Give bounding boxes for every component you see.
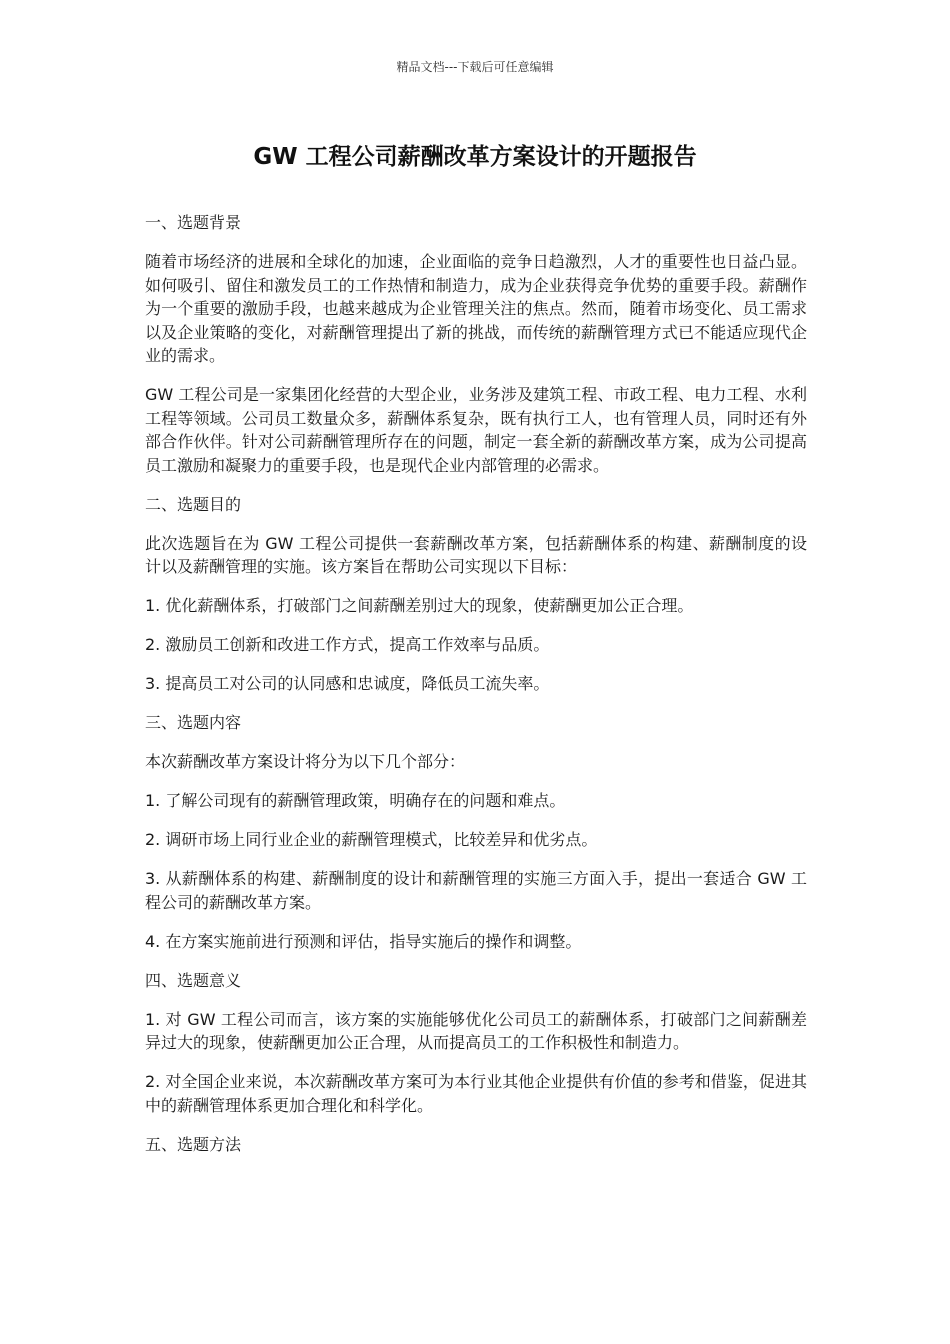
list-item-content-3: 3. 从薪酬体系的构建、薪酬制度的设计和薪酬管理的实施三方面入手，提出一套适合 GW 工程公司的薪酬改革方案。	[145, 869, 807, 912]
section-heading-significance: 四、选题意义	[145, 970, 242, 990]
document-body	[145, 211, 807, 1172]
section-heading-method: 五、选题方法	[145, 1134, 242, 1154]
section-heading-purpose: 二、选题目的	[145, 494, 242, 514]
paragraph-purpose-intro: 此次选题旨在为 GW 工程公司提供一套薪酬改革方案，包括薪酬体系的构建、薪酬制度的设计以及薪酬管理的实施。该方案旨在帮助公司实现以下目标：	[145, 533, 807, 576]
section-heading-background: 一、选题背景	[145, 213, 242, 232]
list-item-content-1: 1. 了解公司现有的薪酬管理政策，明确存在的问题和难点。	[145, 791, 566, 810]
paragraph-background-2: GW 工程公司是一家集团化经营的大型企业，业务涉及建筑工程、市政工程、电力工程、水利工程等领域。公司员工数量众多，薪酬体系复杂，既有执行工人，也有管理人员，同时还有外部合作伙伴。针对公司薪酬管理所存在的问题，制定一套全新的薪酬改革方案，成为公司提高员工激励和凝聚力的重要手段，也是现代企业内部管理的必需求。	[145, 385, 807, 475]
list-item-significance-1: 1. 对 GW 工程公司而言，该方案的实施能够优化公司员工的薪酬体系，打破部门之间薪酬差异过大的现象，使薪酬更加公正合理，从而提高员工的工作积极性和制造力。	[145, 1009, 807, 1052]
document-title: GW 工程公司薪酬改革方案设计的开题报告	[253, 144, 697, 170]
section-heading-content: 三、选题内容	[145, 713, 242, 732]
list-item-purpose-1: 1. 优化薪酬体系，打破部门之间薪酬差别过大的现象，使薪酬更加公正合理。	[145, 596, 694, 615]
list-item-purpose-3: 3. 提高员工对公司的认同感和忠诚度，降低员工流失率。	[145, 674, 550, 693]
paragraph-background-1: 随着市场经济的进展和全球化的加速，企业面临的竞争日趋激烈，人才的重要性也日益凸显。如何吸引、留住和激发员工的工作热情和制造力，成为企业获得竞争优势的重要手段。薪酬作为一个重要的激励手段，也越来越成为企业管理关注的焦点。然而，随着市场变化、员工需求以及企业策略的变化，对薪酬管理提出了新的挑战，而传统的薪酬管理方式已不能适应现代企业的需求。	[145, 252, 807, 365]
list-item-significance-2: 2. 对全国企业来说，本次薪酬改革方案可为本行业其他企业提供有价值的参考和借鉴，促进其中的薪酬管理体系更加合理化和科学化。	[145, 1072, 807, 1115]
paragraph-content-intro: 本次薪酬改革方案设计将分为以下几个部分：	[145, 752, 466, 771]
list-item-purpose-2: 2. 激励员工创新和改进工作方式，提高工作效率与品质。	[145, 635, 550, 654]
list-item-content-4: 4. 在方案实施前进行预测和评估，指导实施后的操作和调整。	[145, 931, 582, 951]
page-header-watermark: 精品文档---下载后可任意编辑	[396, 60, 554, 74]
list-item-content-2: 2. 调研市场上同行业企业的薪酬管理模式，比较差异和优劣点。	[145, 830, 598, 849]
